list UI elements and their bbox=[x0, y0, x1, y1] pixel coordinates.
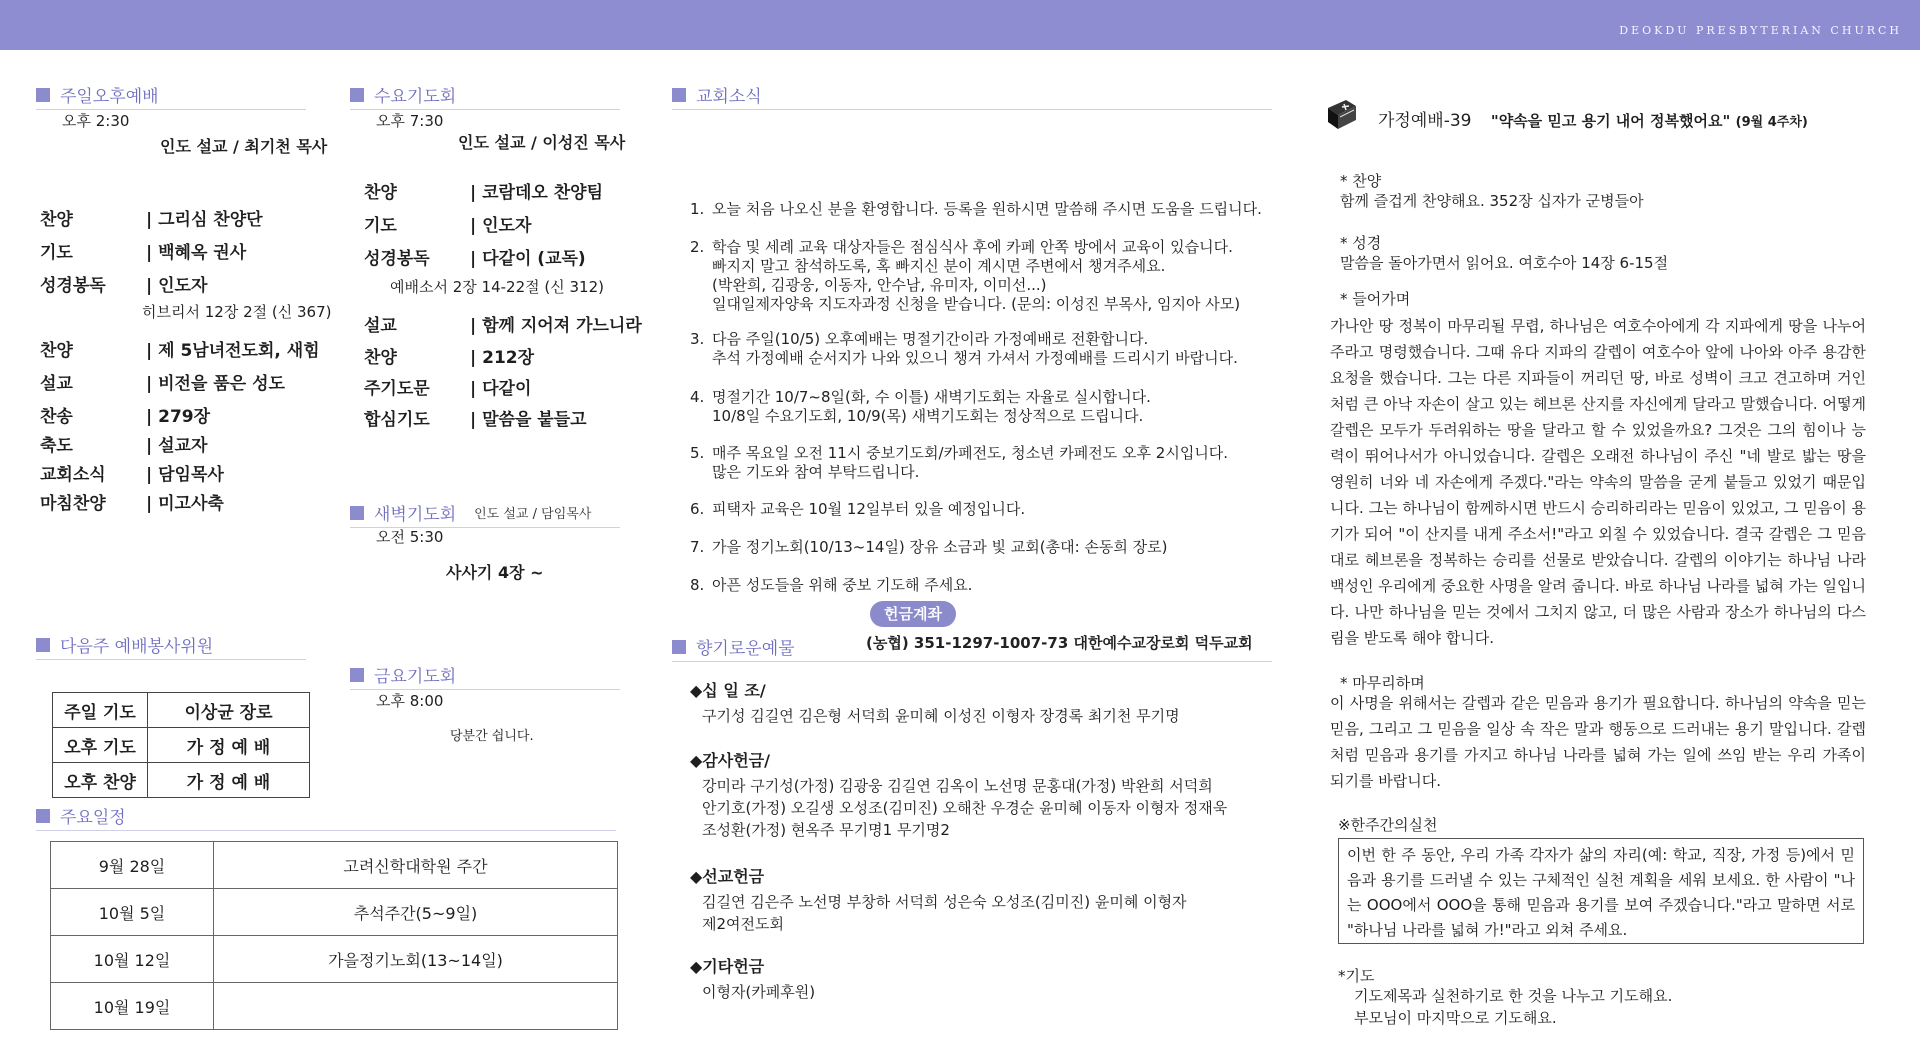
prayer-text: 기도제목과 실천하기로 한 것을 나누고 기도해요. 부모님이 마지막으로 기도해요. bbox=[1354, 987, 1673, 1027]
account-number: (농협) 351-1297-1007-73 대한예수교장로회 덕두교회 bbox=[866, 634, 1253, 652]
friday-time: 오후 8:00 bbox=[376, 692, 444, 710]
order-row: 예배소서 2장 14-22절 (신 312) bbox=[390, 278, 604, 296]
section-news bbox=[672, 82, 1272, 107]
section-wednesday bbox=[350, 82, 620, 107]
table-row: 10월 12일 가을정기노회(13~14일) bbox=[51, 936, 618, 983]
order-row: 합심기도 | 말씀을 붙들고 bbox=[364, 410, 587, 430]
news-item: 6. 피택자 교육은 10월 12일부터 있을 예정입니다. bbox=[690, 500, 1026, 518]
order-row: 마침찬양 | 미고사축 bbox=[40, 494, 224, 514]
bible-icon bbox=[1322, 98, 1360, 132]
wednesday-lead: 인도 설교 / 이성진 목사 bbox=[458, 133, 626, 152]
section-title: 향기로운예물 bbox=[696, 639, 795, 659]
table-row: 10월 19일 bbox=[51, 983, 618, 1030]
sunday-pm-time: 오후 2:30 bbox=[62, 112, 130, 130]
practice-box: 이번 한 주 동안, 우리 가족 각자가 삶의 자리(예: 학교, 직장, 가정 등)에서 믿음과 용기를 드러낼 수 있는 구체적인 실천 계획을 세워 보세요. 한 사람이 "나는 OOO에서 OOO을 통해 믿음과 용기를 보여 주겠습니다."라고 말하면 서로 "하나님 나라를 넓혀 가!"라고 외쳐 주세요. bbox=[1338, 838, 1864, 944]
bullet-square-icon bbox=[350, 668, 364, 682]
close-heading: * 마무리하며 bbox=[1340, 674, 1425, 692]
order-row: 설교 | 함께 지어져 가느니라 bbox=[364, 316, 642, 336]
table-row: 오후 기도 가 정 예 배 bbox=[53, 728, 310, 763]
order-row: 축도 | 설교자 bbox=[40, 436, 208, 456]
church-name: DEOKDU PRESBYTERIAN CHURCH bbox=[1619, 24, 1902, 37]
section-title: 주요일정 bbox=[60, 808, 126, 828]
offering-group: ◆선교헌금 김길연 김은주 노선명 부창하 서덕희 성은숙 오성조(김미진) 윤미혜 이형자 제2여전도회 bbox=[690, 867, 1187, 933]
sunday-pm-order bbox=[40, 205, 331, 518]
section-dawn bbox=[350, 500, 620, 525]
order-row: 기도 | 인도자 bbox=[364, 216, 532, 236]
bible-heading: * 성경 bbox=[1340, 234, 1382, 252]
section-schedule bbox=[36, 803, 616, 828]
bullet-square-icon bbox=[672, 88, 686, 102]
praise-text: 함께 즐겁게 찬양해요. 352장 십자가 군병들아 bbox=[1340, 192, 1644, 210]
bullet-square-icon bbox=[672, 640, 686, 654]
order-row: 성경봉독 | 다같이 (교독) bbox=[364, 249, 586, 269]
order-row: 기도 | 백혜옥 권사 bbox=[40, 243, 247, 263]
bullet-square-icon bbox=[350, 88, 364, 102]
section-title: 주일오후예배 bbox=[60, 87, 159, 107]
dawn-time: 오전 5:30 bbox=[376, 528, 444, 546]
section-friday bbox=[350, 662, 620, 687]
friday-text: 당분간 쉽니다. bbox=[450, 729, 534, 744]
order-row: 찬양 | 212장 bbox=[364, 348, 535, 368]
order-row: 찬양 | 그리심 찬양단 bbox=[40, 210, 263, 230]
news-item: 1. 오늘 처음 나오신 분을 환영합니다. 등록을 원하시면 말씀해 주시면 도움을 드립니다. bbox=[690, 200, 1262, 218]
bullet-square-icon bbox=[36, 88, 50, 102]
sunday-pm-lead: 인도 설교 / 최기천 목사 bbox=[160, 137, 328, 156]
section-title: 다음주 예배봉사위원 bbox=[60, 637, 214, 657]
section-title: 수요기도회 bbox=[374, 87, 457, 107]
news-item: 7. 가을 정기노회(10/13~14일) 장유 소금과 빛 교회(총대: 손동희 장로) bbox=[690, 538, 1168, 556]
dawn-text: 사사기 4장 ~ bbox=[446, 563, 544, 582]
news-item: 4. 명절기간 10/7~8일(화, 수 이틀) 새벽기도회는 자율로 실시합니다. 10/8일 수요기도회, 10/9(목) 새벽기도회는 정상적으로 드립니다. bbox=[690, 388, 1151, 425]
news-item: 2. 학습 및 세례 교육 대상자들은 점심식사 후에 카페 안쪽 방에서 교육이 있습니다. 빠지지 말고 참석하도록, 혹 빠지신 분이 계시면 주변에서 챙겨주세요. (박완희, 김광웅, 이동자, 안수남, 유미자, 이미선...) 일대일제자양육 지도자과정 신청을 받습니다. (문의: 이성진 부목사, 임지아 사모) bbox=[690, 238, 1241, 313]
order-row: 설교 | 비전을 품은 성도 bbox=[40, 374, 285, 394]
wednesday-order bbox=[364, 178, 642, 436]
dawn-lead: 인도 설교 / 담임목사 bbox=[474, 507, 592, 522]
bullet-square-icon bbox=[36, 809, 50, 823]
bullet-square-icon bbox=[36, 638, 50, 652]
bullet-square-icon bbox=[350, 506, 364, 520]
order-row: 성경봉독 | 인도자 bbox=[40, 276, 208, 296]
order-row: 찬양 | 코람데오 찬양팀 bbox=[364, 183, 603, 203]
table-row: 9월 28일 고려신학대학원 주간 bbox=[51, 842, 618, 889]
wednesday-time: 오후 7:30 bbox=[376, 112, 444, 130]
schedule-table bbox=[50, 841, 618, 1030]
bible-text: 말씀을 돌아가면서 읽어요. 여호수아 14장 6-15절 bbox=[1340, 254, 1669, 272]
close-text: 이 사명을 위해서는 갈렙과 같은 믿음과 용기가 필요합니다. 하나님의 약속을 믿는 믿음, 그리고 그 믿음을 일상 속 작은 말과 행동으로 드러내는 용기 말입니다. 갈렙처럼 믿음과 용기를 가지고 하나님 나라를 넓혀 가는 일에 쓰임 받는 우리 가족이 되기를 바랍니다. bbox=[1330, 694, 1866, 790]
praise-heading: * 찬양 bbox=[1340, 172, 1382, 190]
offering-group: ◆십 일 조/ 구기성 김길연 김은형 서덕희 윤미혜 이성진 이형자 장경록 최기천 무기명 bbox=[690, 681, 1180, 725]
header-bar bbox=[0, 0, 1920, 50]
section-title: 새벽기도회 bbox=[374, 505, 457, 525]
section-title: 금요기도회 bbox=[374, 667, 457, 687]
prayer-heading: *기도 bbox=[1338, 967, 1375, 985]
next-week-table bbox=[52, 692, 310, 798]
news-item: 8. 아픈 성도들을 위해 중보 기도해 주세요. bbox=[690, 576, 973, 594]
intro-heading: * 들어가며 bbox=[1340, 290, 1411, 308]
family-title: 가정예배-39 "약속을 믿고 용기 내어 정복했어요" (9월 4주차) bbox=[1378, 111, 1808, 131]
practice-heading: ※한주간의실천 bbox=[1338, 816, 1438, 834]
news-item: 3. 다음 주일(10/5) 오후예배는 명절기간이라 가정예배로 전환합니다. 추석 가정예배 순서지가 나와 있으니 챙겨 가셔서 가정예배를 드리시기 바랍니다. bbox=[690, 330, 1238, 367]
table-row: 10월 5일 추석주간(5~9일) bbox=[51, 889, 618, 936]
intro-text: 가나안 땅 정복이 마무리될 무렵, 하나님은 여호수아에게 각 지파에게 땅을 나누어 주라고 명령했습니다. 그때 유다 지파의 갈렙이 여호수아 앞에 나아와 아주 용감한 요청을 했습니다. 그는 다른 지파들이 꺼리던 땅, 바로 성벽이 크고 견고하며 거인처럼 큰 아낙 자손이 살고 있는 헤브론 산지를 자신에게 달라고 말했습니다. 어떻게 갈렙은 모두가 두려워하는 땅을 달라고 할 수 있었을까요? 그것은 그의 힘이나 능력이 뛰어나서가 아니었습니다. 갈렙은 오래전 하나님이 주신 "네 발로 밟는 땅을 영원히 너와 네 자손에게 주겠다."라는 약속의 말씀을 굳게 붙들고 있었기 때문입니다. 그는 하나님이 함께하시면 반드시 승리하리라는 믿음이 있었고, 그 믿음이 용기가 되어 "이 산지를 내게 주소서!"라고 외칠 수 있었습니다. 결국 갈렙은 그 믿음대로 헤브론을 정복하는 승리를 선물로 받았습니다. 갈렙의 이야기는 하나님 나라 백성인 우리에게 중요한 사명을 알려 줍니다. 바로 하나님 나라를 넓혀 가는 일입니다. 나만 하나님을 믿는 것에서 그치지 않고, 더 많은 사람과 장소가 하나님의 다스림을 받도록 해야 합니다. bbox=[1330, 317, 1866, 647]
order-row: 교회소식 | 담임목사 bbox=[40, 465, 224, 485]
order-row: 주기도문 | 다같이 bbox=[364, 379, 532, 399]
table-row: 주일 기도 이상균 장로 bbox=[53, 693, 310, 728]
account-badge: 헌금계좌 bbox=[870, 601, 956, 627]
section-next-week bbox=[36, 632, 306, 657]
order-row: 히브리서 12장 2절 (신 367) bbox=[142, 303, 332, 321]
table-row: 오후 찬양 가 정 예 배 bbox=[53, 763, 310, 798]
news-item: 5. 매주 목요일 오전 11시 중보기도회/카페전도, 청소년 카페전도 오후 2시입니다. 많은 기도와 참여 부탁드립니다. bbox=[690, 444, 1229, 481]
offering-group: ◆감사헌금/ 강미라 구기성(가정) 김광웅 김길연 김옥이 노선명 문홍대(가정) 박완희 서덕희 안기호(가정) 오길생 오성조(김미진) 오해찬 우경순 윤미혜 이동자 이형자 정재욱 조성환(가정) 현옥주 무기명1 무기명2 bbox=[690, 751, 1228, 839]
section-title: 교회소식 bbox=[696, 87, 762, 107]
order-row: 찬송 | 279장 bbox=[40, 407, 211, 427]
section-offering bbox=[672, 634, 1272, 659]
section-sunday-pm bbox=[36, 82, 306, 107]
offering-group: ◆기타헌금 이형자(카페후원) bbox=[690, 957, 816, 1001]
order-row: 찬양 | 제 5남녀전도회, 새힘 bbox=[40, 341, 320, 361]
